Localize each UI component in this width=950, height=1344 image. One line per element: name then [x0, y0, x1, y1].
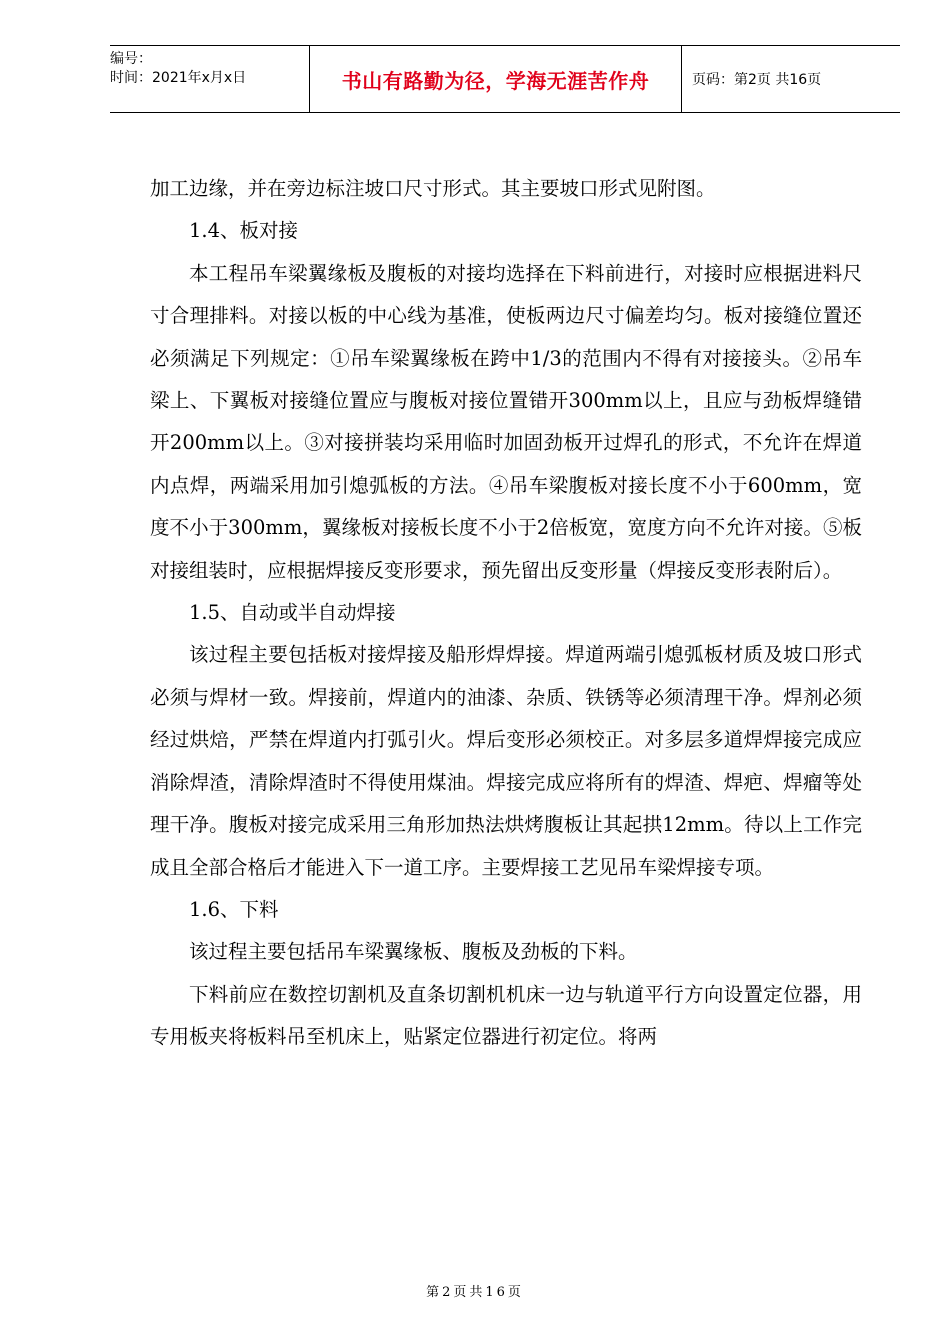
header-page-cell	[682, 46, 900, 112]
section-heading-1-4: 1.4、板对接	[189, 219, 299, 243]
section-heading-1-6: 1.6、下料	[189, 897, 279, 921]
document-body	[150, 168, 862, 1059]
paragraph: 本工程吊车梁翼缘板及腹板的对接均选择在下料前进行，对接时应根据进料尺寸合理排料。对接以板的中心线为基准，使板两边尺寸偏差均匀。板对接缝位置还必须满足下列规定：①吊车梁翼缘板在跨中1/3的范围内不得有对接接头。②吊车梁上、下翼板对接缝位置应与腹板对接位置错开300mm以上，且应与劲板焊缝错开200mm以上。③对接拼装均采用临时加固劲板开过焊孔的形式，不允许在焊道内点焊，两端采用加引熄弧板的方法。④吊车梁腹板对接长度不小于600mm，宽度不小于300mm，翼缘板对接板长度不小于2倍板宽，宽度方向不允许对接。⑤板对接组装时，应根据焊接反变形要求，预先留出反变形量（焊接反变形表附后）。	[150, 261, 862, 582]
page-footer	[0, 1281, 950, 1300]
header-motto-cell	[310, 46, 682, 112]
paragraph: 下料前应在数控切割机及直条切割机机床一边与轨道平行方向设置定位器，用专用板夹将板料吊至机床上，贴紧定位器进行初定位。将两	[150, 982, 862, 1049]
header-motto: 书山有路勤为径，学海无涯苦作舟	[341, 68, 650, 93]
document-date: 时间：2021年x月x日	[110, 70, 247, 86]
paragraph: 加工边缘，并在旁边标注坡口尺寸形式。其主要坡口形式见附图。	[150, 177, 716, 200]
paragraph: 该过程主要包括吊车梁翼缘板、腹板及劲板的下料。	[189, 940, 638, 964]
header-meta-cell	[110, 46, 310, 112]
paragraph: 该过程主要包括板对接焊接及船形焊焊接。焊道两端引熄弧板材质及坡口形式必须与焊材一致。焊接前，焊道内的油漆、杂质、铁锈等必须清理干净。焊剂必须经过烘焙，严禁在焊道内打弧引火。焊后变形必须校正。对多层多道焊焊接完成应消除焊渣，清除焊渣时不得使用煤油。焊接完成应将所有的焊渣、焊疤、焊瘤等处理干净。腹板对接完成采用三角形加热法烘烤腹板让其起拱12mm。待以上工作完成且全部合格后才能进入下一道工序。主要焊接工艺见吊车梁焊接专项。	[150, 643, 862, 879]
section-heading-1-5: 1.5、自动或半自动焊接	[189, 601, 396, 625]
header-page-info: 页码：第2页 共16页	[692, 72, 822, 88]
page-header	[110, 45, 900, 113]
footer-page-number: 第2页共16页	[426, 1285, 524, 1300]
document-number-label: 编号：	[110, 51, 152, 67]
